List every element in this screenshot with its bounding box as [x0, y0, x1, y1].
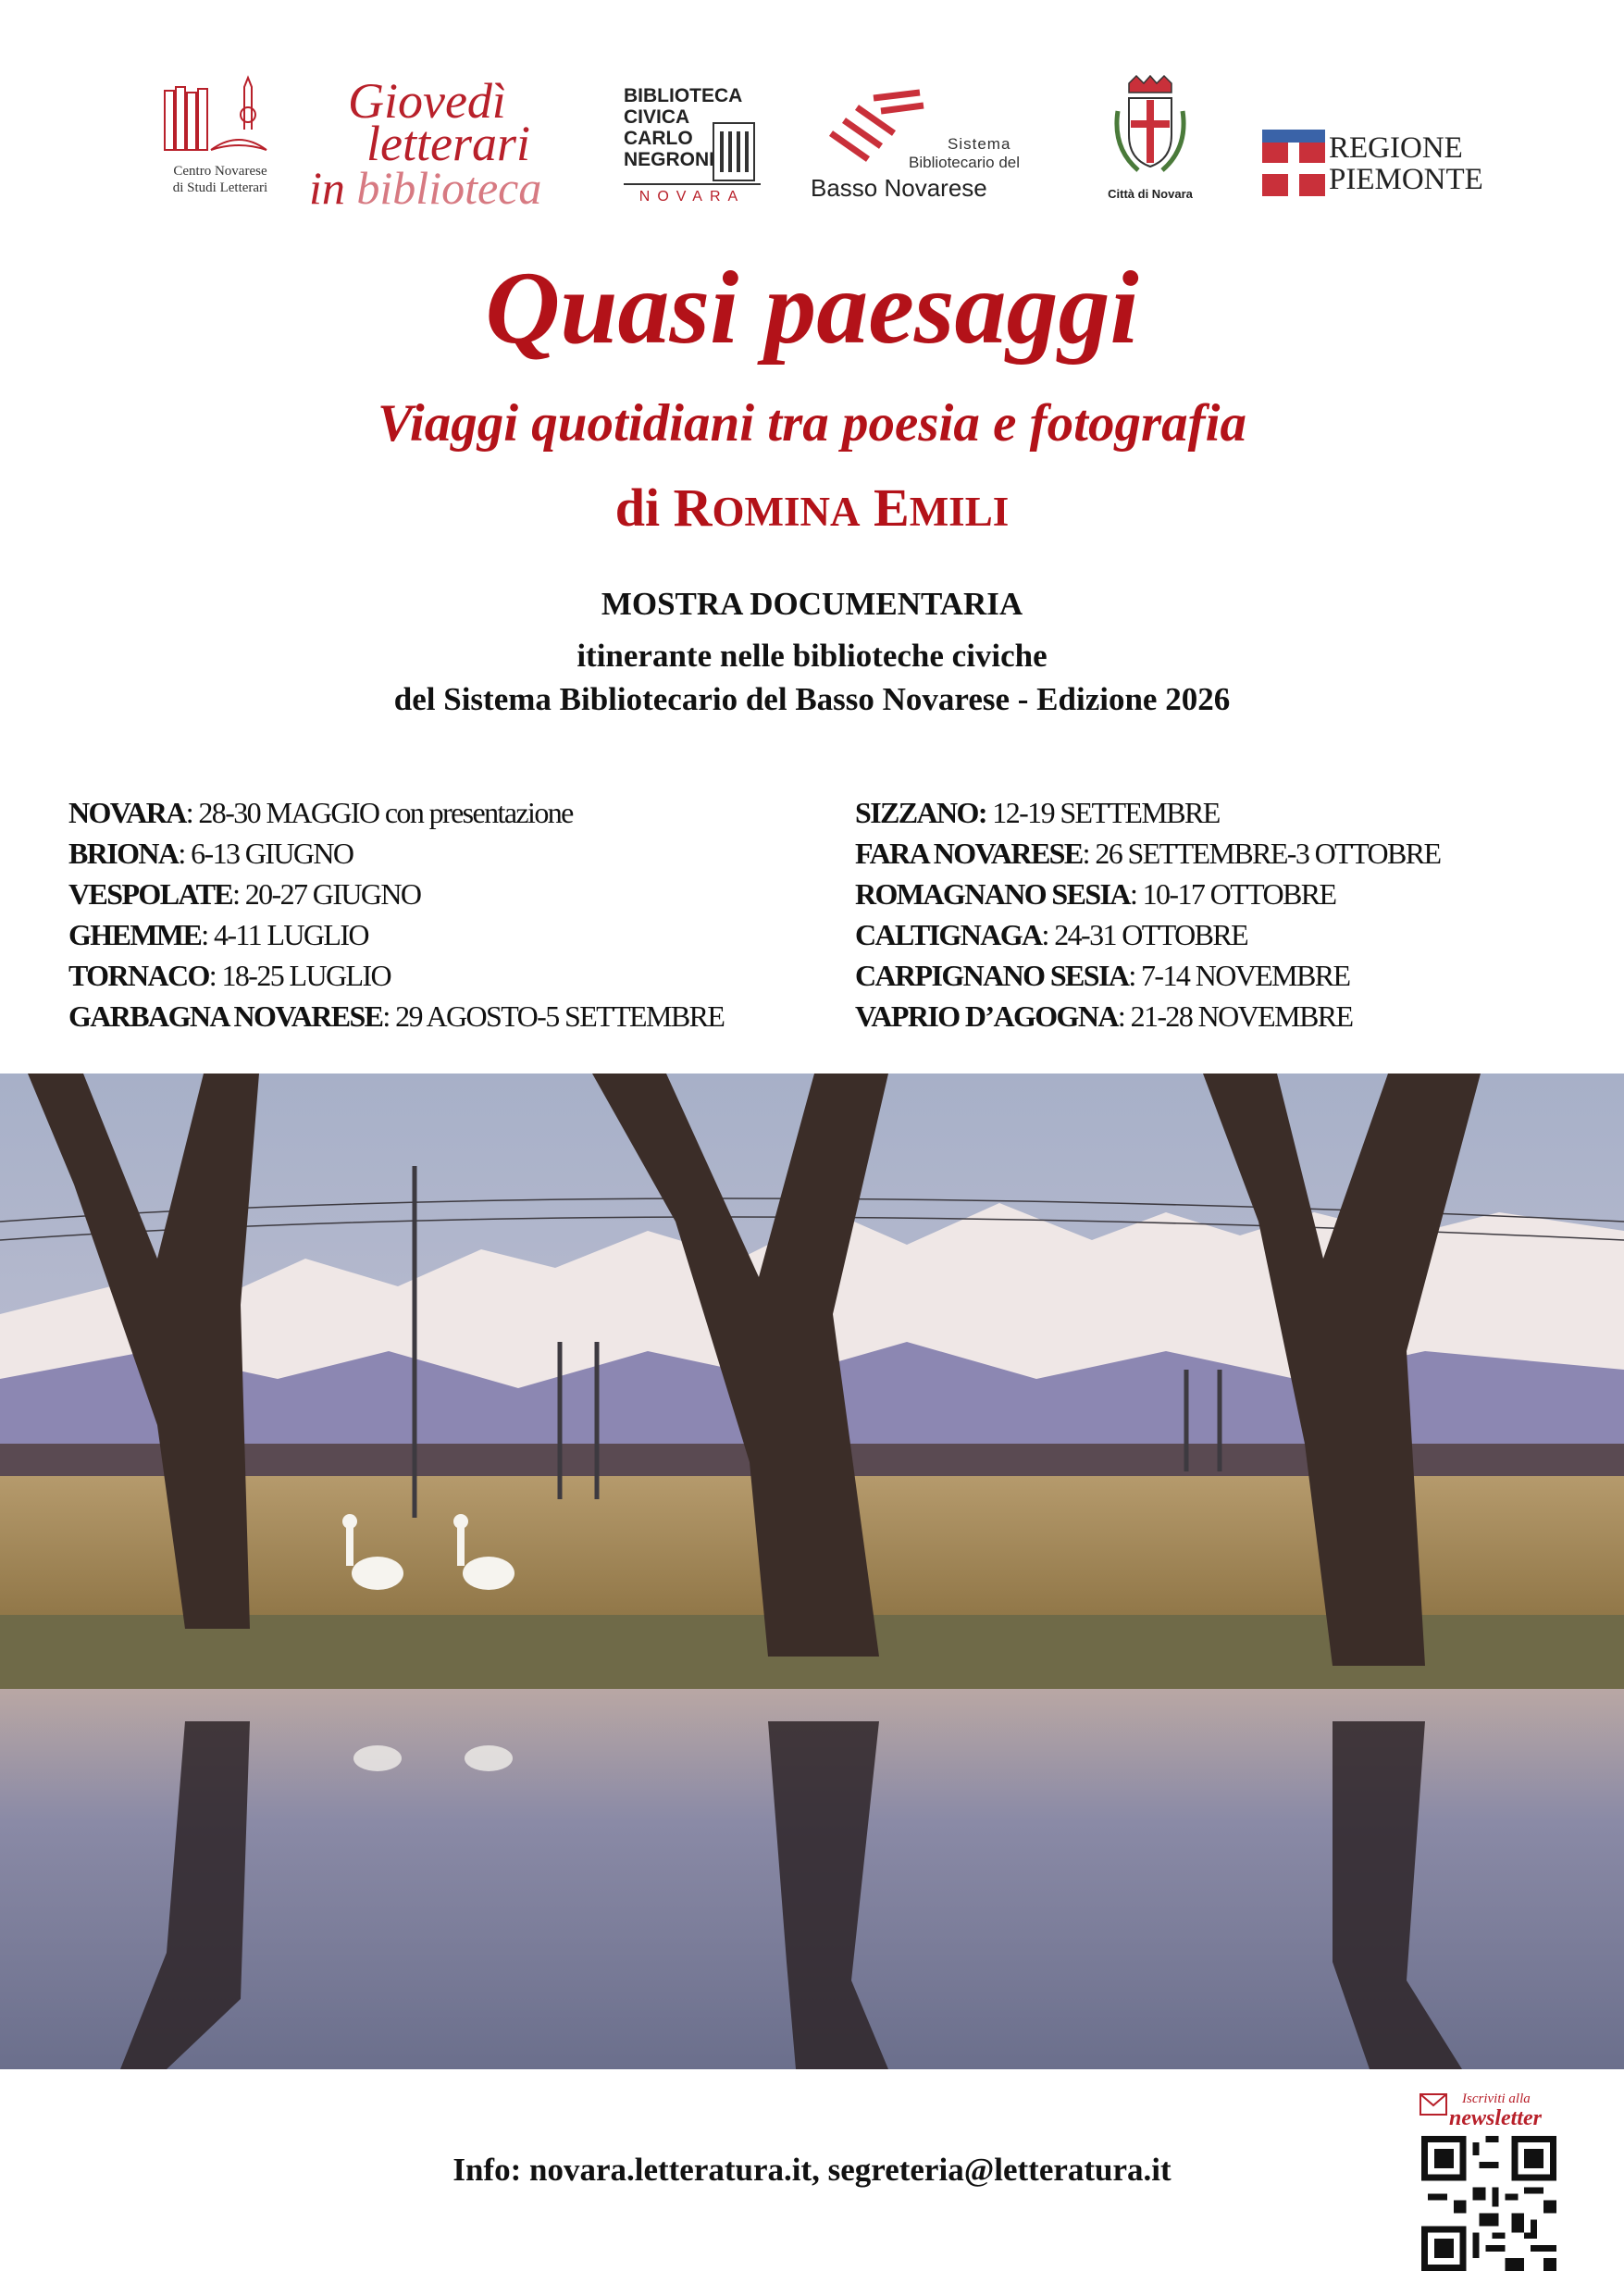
exhibition-heading: MOSTRA DOCUMENTARIA [601, 586, 1023, 622]
logo-biblioteca-negroni [624, 74, 761, 213]
schedule-dates: : 21-28 NOVEMBRE [1117, 999, 1353, 1033]
schedule-row [855, 914, 1440, 955]
schedule-dates: : 20-27 GIUGNO [232, 877, 421, 911]
schedule-row [68, 792, 724, 833]
logo-text-line: Giovedì [348, 73, 506, 129]
schedule-place: GHEMME [68, 918, 202, 951]
logo-text-line: CARLO [624, 128, 693, 149]
logo-text-in: in [309, 162, 357, 214]
schedule-row [68, 996, 724, 1036]
logo-text-line: Bibliotecario del [909, 154, 1021, 171]
logo-text-line: letterari [366, 116, 530, 171]
schedule-dates: : 4-11 LUGLIO [201, 918, 368, 951]
schedule-dates: 12-19 SETTEMBRE [986, 796, 1220, 829]
qr-code-icon[interactable] [1419, 2136, 1558, 2271]
page-subtitle: Viaggi quotidiani tra poesia e fotografia [378, 394, 1246, 453]
schedule-place: TORNACO [68, 959, 209, 992]
schedule-dates: : 28-30 MAGGIO con presentazione [185, 796, 573, 829]
schedule-dates: : 24-31 OTTOBRE [1041, 918, 1248, 951]
exhibition-description: itinerante nelle biblioteche civiche [576, 638, 1048, 674]
mail-icon [1419, 2093, 1447, 2116]
logo-caption: Città di Novara [1108, 187, 1193, 201]
info-contacts: Info: novara.letteratura.it, segreteria@letteratura.it [452, 2152, 1172, 2188]
logo-city: NOVARA [638, 189, 746, 205]
schedule-dates: : 6-13 GIUGNO [178, 837, 353, 870]
newsletter-label: Iscriviti alla [1462, 2091, 1531, 2106]
schedule-dates: : 29 AGOSTO-5 SETTEMBRE [382, 999, 725, 1033]
landscape-photo [0, 1074, 1624, 2069]
schedule-row [855, 792, 1440, 833]
schedule-row [855, 833, 1440, 874]
books-stack-icon [827, 89, 929, 163]
author-last-rest: MILI [909, 489, 1010, 535]
logo-regione-piemonte [1262, 74, 1484, 213]
exhibition-description: del Sistema Bibliotecario del Basso Novarese - Edizione 2026 [393, 681, 1231, 717]
author-prefix: di [614, 478, 674, 538]
logo-text-line: Sistema [948, 135, 1011, 153]
logo-text-line [309, 161, 541, 215]
logo-centro-novarese [155, 74, 285, 213]
author-first-initial: R [673, 478, 713, 538]
author-line [0, 478, 1624, 542]
schedule-place: ROMAGNANO SESIA [855, 877, 1130, 911]
schedule-dates: : 18-25 LUGLIO [208, 959, 391, 992]
schedule-dates: : 26 SETTEMBRE-3 OTTOBRE [1082, 837, 1441, 870]
schedule-place: VAPRIO D’AGOGNA [855, 999, 1118, 1033]
schedule-place: CARPIGNANO SESIA [855, 959, 1129, 992]
schedule-row [68, 874, 724, 914]
schedule-left [68, 792, 724, 1036]
logo-text-line: PIEMONTE [1329, 163, 1483, 196]
page-title: Quasi paesaggi [485, 251, 1139, 366]
schedule-place: CALTIGNAGA [855, 918, 1042, 951]
schedule-row [855, 874, 1440, 914]
coat-of-arms-icon [1110, 74, 1190, 183]
newsletter-qr[interactable] [1407, 2086, 1564, 2271]
logo-giovedi-letterari [305, 74, 583, 213]
schedule-place: VESPOLATE [68, 877, 233, 911]
divider [624, 183, 761, 185]
schedule-row [68, 833, 724, 874]
schedule-dates: : 10-17 OTTOBRE [1129, 877, 1336, 911]
logo-text-line: Basso Novarese [811, 174, 987, 202]
regione-flag-icon [1262, 130, 1325, 196]
schedule-right [855, 792, 1440, 1036]
building-icon [713, 122, 755, 181]
schedule-place: FARA NOVARESE [855, 837, 1083, 870]
newsletter-label: newsletter [1449, 2106, 1542, 2130]
books-icon [155, 74, 285, 159]
schedule-dates: : 7-14 NOVEMBRE [1128, 959, 1350, 992]
logo-text-biblioteca: biblioteca [356, 162, 542, 214]
logo-citta-di-novara [1099, 74, 1201, 213]
schedule-place: GARBAGNA NOVARESE [68, 999, 383, 1033]
author-first-rest: OMINA [712, 489, 861, 535]
logo-text-line: CIVICA [624, 106, 690, 128]
schedule-row [68, 955, 724, 996]
logo-text-line: REGIONE [1329, 131, 1463, 165]
schedule-place: SIZZANO: [855, 796, 986, 829]
logo-text-line: BIBLIOTECA [624, 85, 743, 106]
schedule-place: BRIONA [68, 837, 179, 870]
schedule-row [855, 996, 1440, 1036]
schedule-row [68, 914, 724, 955]
logo-text-line: NEGRONI [624, 149, 715, 170]
logo-caption-line: Centro Novarese [173, 164, 267, 179]
logo-sistema-bibliotecario [809, 74, 1031, 213]
author-last-initial: E [874, 478, 910, 538]
schedule-row [855, 955, 1440, 996]
schedule-place: NOVARA [68, 796, 186, 829]
logo-caption-line: di Studi Letterari [172, 180, 268, 195]
